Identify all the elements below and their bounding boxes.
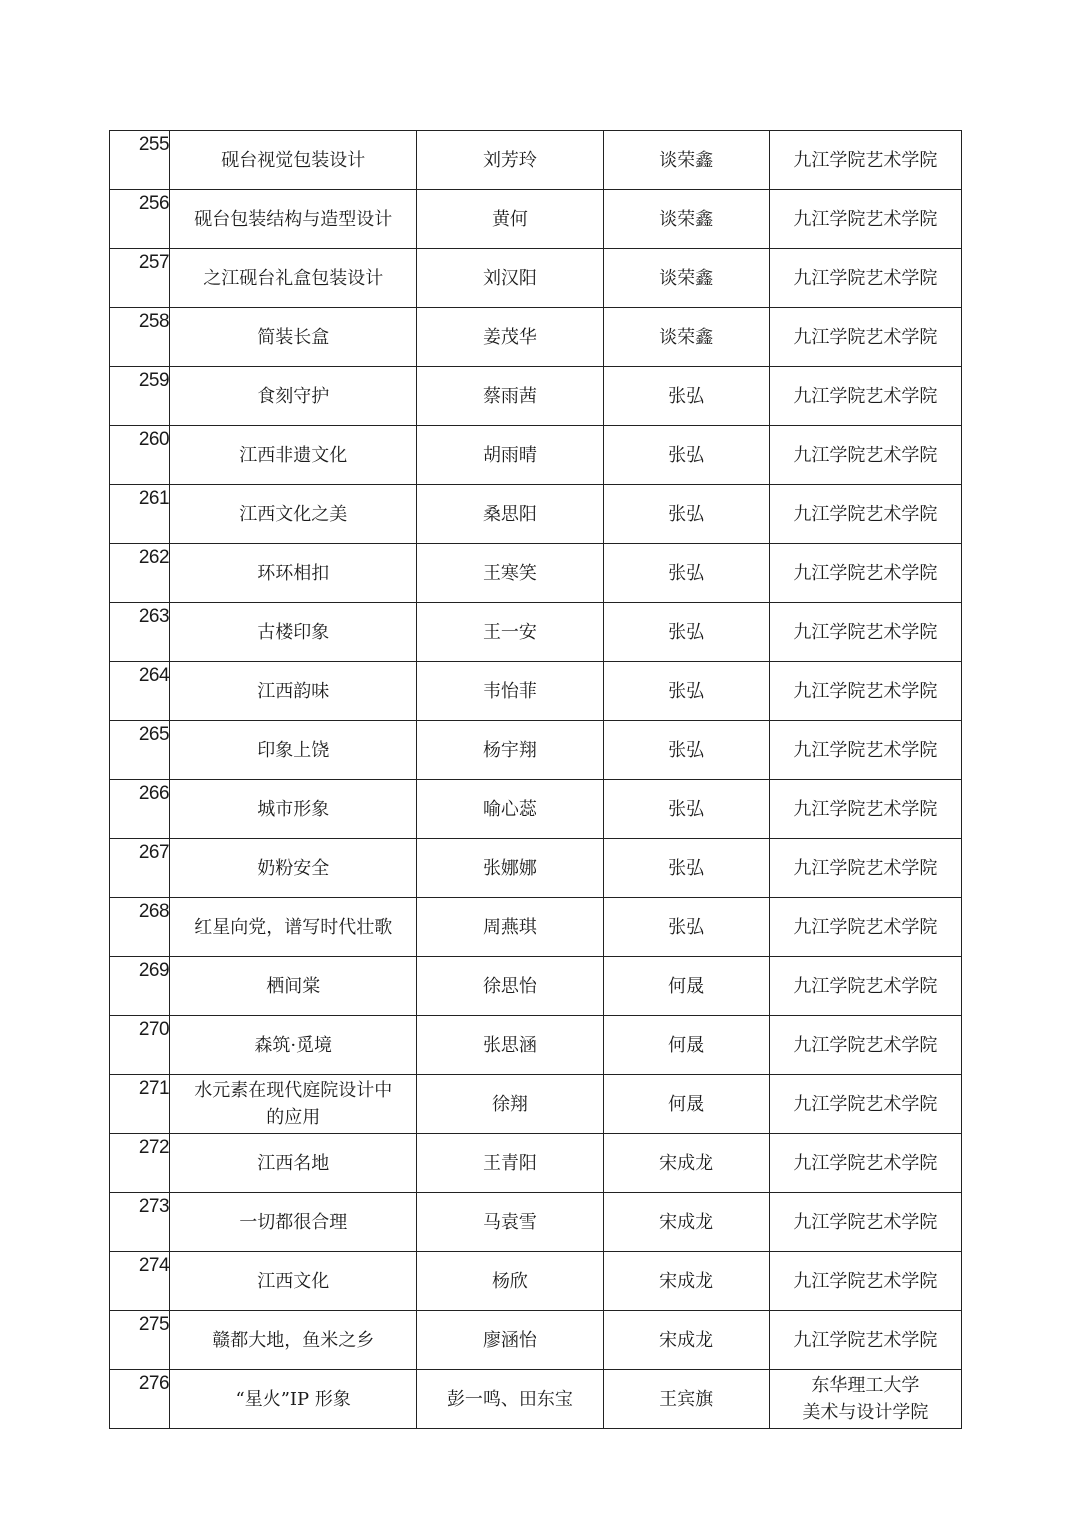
work-title: 环环相扣	[257, 562, 330, 584]
work-title: 印象上饶	[257, 739, 330, 761]
advisor-cell	[603, 839, 769, 898]
school-name: 九江学院艺术学院	[793, 857, 938, 879]
school-name: 九江学院艺术学院	[793, 621, 938, 643]
row-number-cell	[110, 721, 170, 780]
school-name: 九江学院艺术学院	[793, 1270, 938, 1292]
work-title-cell	[170, 1193, 417, 1252]
row-number-cell	[110, 957, 170, 1016]
school-name: 九江学院艺术学院	[793, 385, 938, 407]
results-table	[109, 130, 962, 1429]
work-title-cell	[170, 1311, 417, 1370]
advisor-name: 何晟	[668, 1093, 705, 1115]
author-cell	[417, 485, 603, 544]
school-cell	[769, 721, 961, 780]
school-name: 九江学院艺术学院	[793, 208, 938, 230]
row-number-cell	[110, 1134, 170, 1193]
author-name: 刘芳玲	[482, 149, 537, 171]
work-title-cell	[170, 426, 417, 485]
school-cell	[769, 1370, 961, 1429]
author-cell	[417, 131, 603, 190]
work-title-cell	[170, 1370, 417, 1429]
work-title: 奶粉安全	[257, 857, 330, 879]
row-number-cell	[110, 131, 170, 190]
advisor-name: 何晟	[668, 975, 705, 997]
author-cell	[417, 780, 603, 839]
advisor-name: 宋成龙	[659, 1211, 714, 1233]
table-row	[110, 544, 962, 603]
advisor-name: 张弘	[668, 857, 705, 879]
author-name: 王青阳	[482, 1152, 537, 1174]
work-title-line: 水元素在现代庭院设计中	[194, 1080, 393, 1101]
school-cell	[769, 1134, 961, 1193]
school-cell	[769, 190, 961, 249]
table-row	[110, 426, 962, 485]
author-cell	[417, 1193, 603, 1252]
author-name: 喻心蕊	[482, 798, 537, 820]
author-name: 黄何	[491, 208, 528, 230]
author-name: 胡雨晴	[482, 444, 537, 466]
advisor-name: 张弘	[668, 739, 705, 761]
row-number-cell	[110, 544, 170, 603]
author-cell	[417, 603, 603, 662]
work-title: “星火”IP 形象	[235, 1388, 351, 1410]
school-name: 九江学院艺术学院	[793, 444, 938, 466]
row-number-cell	[110, 308, 170, 367]
table-row	[110, 190, 962, 249]
school-cell	[769, 131, 961, 190]
table-row	[110, 308, 962, 367]
table-row	[110, 249, 962, 308]
work-title-cell	[170, 485, 417, 544]
row-number: 274	[138, 1255, 170, 1276]
row-number: 255	[138, 134, 170, 155]
author-name: 彭一鸣、田东宝	[446, 1388, 573, 1410]
table-row	[110, 1193, 962, 1252]
advisor-cell	[603, 1134, 769, 1193]
table-row	[110, 780, 962, 839]
row-number-cell	[110, 1252, 170, 1311]
table-row	[110, 662, 962, 721]
table-row	[110, 1016, 962, 1075]
advisor-name: 谈荣鑫	[659, 267, 714, 289]
author-cell	[417, 544, 603, 603]
author-name: 张思涵	[482, 1034, 537, 1056]
author-cell	[417, 1016, 603, 1075]
row-number: 266	[138, 783, 170, 804]
advisor-name: 张弘	[668, 503, 705, 525]
advisor-cell	[603, 485, 769, 544]
school-cell	[769, 1075, 961, 1134]
advisor-name: 张弘	[668, 444, 705, 466]
work-title-cell	[170, 1252, 417, 1311]
table-row	[110, 131, 962, 190]
advisor-cell	[603, 1252, 769, 1311]
advisor-name: 张弘	[668, 621, 705, 643]
row-number-cell	[110, 898, 170, 957]
author-name: 桑思阳	[482, 503, 537, 525]
row-number: 273	[138, 1196, 170, 1217]
school-name: 九江学院艺术学院	[793, 1093, 938, 1115]
table-row	[110, 367, 962, 426]
school-cell	[769, 249, 961, 308]
author-cell	[417, 1370, 603, 1429]
table-row	[110, 603, 962, 662]
author-name: 姜茂华	[482, 326, 537, 348]
author-name: 周燕琪	[482, 916, 537, 938]
author-name: 蔡雨茜	[482, 385, 537, 407]
row-number: 267	[138, 842, 170, 863]
work-title: 简装长盒	[257, 326, 330, 348]
row-number-cell	[110, 190, 170, 249]
row-number-cell	[110, 780, 170, 839]
author-name: 廖涵怡	[482, 1329, 537, 1351]
row-number: 264	[138, 665, 170, 686]
school-cell	[769, 780, 961, 839]
work-title-cell	[170, 367, 417, 426]
work-title: 森筑·觅境	[254, 1034, 333, 1056]
author-name: 徐思怡	[482, 975, 537, 997]
work-title: 食刻守护	[257, 385, 330, 407]
row-number: 260	[138, 429, 170, 450]
school-cell	[769, 1311, 961, 1370]
table-row	[110, 898, 962, 957]
table-row	[110, 1252, 962, 1311]
row-number-cell	[110, 1075, 170, 1134]
row-number-cell	[110, 603, 170, 662]
row-number-cell	[110, 485, 170, 544]
work-title-cell	[170, 1134, 417, 1193]
advisor-cell	[603, 544, 769, 603]
work-title: 砚台视觉包装设计	[221, 149, 366, 171]
work-title-cell	[170, 662, 417, 721]
work-title-cell	[170, 308, 417, 367]
author-name: 徐翔	[491, 1093, 528, 1115]
school-name-line: 美术与设计学院	[802, 1402, 929, 1423]
school-name: 九江学院艺术学院	[793, 680, 938, 702]
author-cell	[417, 1311, 603, 1370]
advisor-cell	[603, 308, 769, 367]
author-cell	[417, 721, 603, 780]
work-title-line: 的应用	[266, 1107, 321, 1128]
school-name: 九江学院艺术学院	[793, 916, 938, 938]
school-cell	[769, 544, 961, 603]
advisor-name: 谈荣鑫	[659, 326, 714, 348]
author-name: 王寒笑	[482, 562, 537, 584]
author-cell	[417, 308, 603, 367]
work-title-cell	[170, 1016, 417, 1075]
row-number: 275	[138, 1314, 170, 1335]
author-cell	[417, 898, 603, 957]
school-name: 九江学院艺术学院	[793, 1211, 938, 1233]
work-title-cell	[170, 603, 417, 662]
school-name: 九江学院艺术学院	[793, 1329, 938, 1351]
author-cell	[417, 957, 603, 1016]
work-title: 城市形象	[257, 798, 330, 820]
table-row	[110, 485, 962, 544]
advisor-cell	[603, 367, 769, 426]
row-number: 259	[138, 370, 170, 391]
school-cell	[769, 308, 961, 367]
author-cell	[417, 249, 603, 308]
school-cell	[769, 1193, 961, 1252]
table-row	[110, 1311, 962, 1370]
advisor-cell	[603, 1370, 769, 1429]
table-row	[110, 721, 962, 780]
work-title: 栖间棠	[266, 975, 321, 997]
table-row	[110, 1134, 962, 1193]
work-title-cell	[170, 839, 417, 898]
advisor-name: 宋成龙	[659, 1329, 714, 1351]
advisor-cell	[603, 957, 769, 1016]
row-number: 265	[138, 724, 170, 745]
school-name: 九江学院艺术学院	[793, 562, 938, 584]
school-name: 九江学院艺术学院	[793, 739, 938, 761]
work-title: 江西文化	[257, 1270, 330, 1292]
school-name: 九江学院艺术学院	[793, 1152, 938, 1174]
work-title: 江西韵味	[257, 680, 330, 702]
author-cell	[417, 839, 603, 898]
advisor-cell	[603, 1193, 769, 1252]
work-title: 江西名地	[257, 1152, 330, 1174]
advisor-cell	[603, 721, 769, 780]
advisor-cell	[603, 898, 769, 957]
row-number-cell	[110, 249, 170, 308]
row-number: 256	[138, 193, 170, 214]
row-number-cell	[110, 839, 170, 898]
school-cell	[769, 957, 961, 1016]
row-number: 257	[138, 252, 170, 273]
row-number: 270	[138, 1019, 170, 1040]
school-name: 九江学院艺术学院	[793, 149, 938, 171]
school-cell	[769, 367, 961, 426]
advisor-name: 张弘	[668, 680, 705, 702]
row-number-cell	[110, 1370, 170, 1429]
author-name: 杨宇翔	[482, 739, 537, 761]
school-cell	[769, 1016, 961, 1075]
work-title-cell	[170, 1075, 417, 1134]
row-number-cell	[110, 426, 170, 485]
results-table-body	[110, 131, 962, 1429]
advisor-name: 张弘	[668, 798, 705, 820]
work-title-cell	[170, 898, 417, 957]
row-number: 261	[138, 488, 170, 509]
work-title: 赣都大地，鱼米之乡	[212, 1329, 375, 1351]
school-name: 九江学院艺术学院	[793, 1034, 938, 1056]
advisor-cell	[603, 426, 769, 485]
school-cell	[769, 898, 961, 957]
advisor-name: 谈荣鑫	[659, 208, 714, 230]
advisor-name: 谈荣鑫	[659, 149, 714, 171]
school-cell	[769, 603, 961, 662]
table-row	[110, 839, 962, 898]
work-title: 一切都很合理	[239, 1211, 348, 1233]
author-name: 张娜娜	[482, 857, 537, 879]
school-name: 九江学院艺术学院	[793, 267, 938, 289]
author-name: 杨欣	[491, 1270, 528, 1292]
school-cell	[769, 485, 961, 544]
author-cell	[417, 426, 603, 485]
advisor-name: 宋成龙	[659, 1270, 714, 1292]
advisor-name: 宋成龙	[659, 1152, 714, 1174]
row-number-cell	[110, 662, 170, 721]
author-name: 刘汉阳	[482, 267, 537, 289]
author-cell	[417, 1075, 603, 1134]
school-cell	[769, 1252, 961, 1311]
row-number-cell	[110, 1016, 170, 1075]
advisor-cell	[603, 131, 769, 190]
table-row	[110, 1075, 962, 1134]
author-cell	[417, 1252, 603, 1311]
work-title: 江西文化之美	[239, 503, 348, 525]
row-number: 272	[138, 1137, 170, 1158]
school-name: 九江学院艺术学院	[793, 503, 938, 525]
advisor-cell	[603, 780, 769, 839]
advisor-name: 张弘	[668, 562, 705, 584]
row-number: 262	[138, 547, 170, 568]
table-row	[110, 957, 962, 1016]
school-name-line: 东华理工大学	[811, 1375, 920, 1396]
row-number-cell	[110, 1311, 170, 1370]
author-cell	[417, 662, 603, 721]
row-number: 276	[138, 1373, 170, 1394]
work-title: 砚台包装结构与造型设计	[194, 208, 393, 230]
school-cell	[769, 839, 961, 898]
advisor-name: 王宾旗	[659, 1388, 714, 1410]
table-row	[110, 1370, 962, 1429]
work-title-cell	[170, 544, 417, 603]
school-name: 九江学院艺术学院	[793, 975, 938, 997]
row-number: 258	[138, 311, 170, 332]
advisor-cell	[603, 1311, 769, 1370]
author-name: 王一安	[482, 621, 537, 643]
advisor-cell	[603, 190, 769, 249]
work-title-cell	[170, 780, 417, 839]
school-name: 九江学院艺术学院	[793, 798, 938, 820]
advisor-cell	[603, 662, 769, 721]
author-name: 马袁雪	[482, 1211, 537, 1233]
work-title: 古楼印象	[257, 621, 330, 643]
advisor-name: 何晟	[668, 1034, 705, 1056]
row-number: 268	[138, 901, 170, 922]
work-title: 红星向党，谱写时代壮歌	[194, 916, 393, 938]
row-number-cell	[110, 1193, 170, 1252]
work-title: 江西非遗文化	[239, 444, 348, 466]
advisor-cell	[603, 1016, 769, 1075]
work-title-cell	[170, 249, 417, 308]
school-cell	[769, 662, 961, 721]
advisor-cell	[603, 603, 769, 662]
author-cell	[417, 190, 603, 249]
advisor-name: 张弘	[668, 385, 705, 407]
author-cell	[417, 367, 603, 426]
row-number: 269	[138, 960, 170, 981]
advisor-cell	[603, 249, 769, 308]
author-name: 韦怡菲	[482, 680, 537, 702]
work-title-cell	[170, 721, 417, 780]
advisor-name: 张弘	[668, 916, 705, 938]
row-number: 271	[138, 1078, 170, 1099]
school-cell	[769, 426, 961, 485]
author-cell	[417, 1134, 603, 1193]
advisor-cell	[603, 1075, 769, 1134]
row-number-cell	[110, 367, 170, 426]
work-title-cell	[170, 957, 417, 1016]
work-title-cell	[170, 131, 417, 190]
school-name: 九江学院艺术学院	[793, 326, 938, 348]
work-title: 之江砚台礼盒包装设计	[203, 267, 384, 289]
work-title-cell	[170, 190, 417, 249]
row-number: 263	[138, 606, 170, 627]
